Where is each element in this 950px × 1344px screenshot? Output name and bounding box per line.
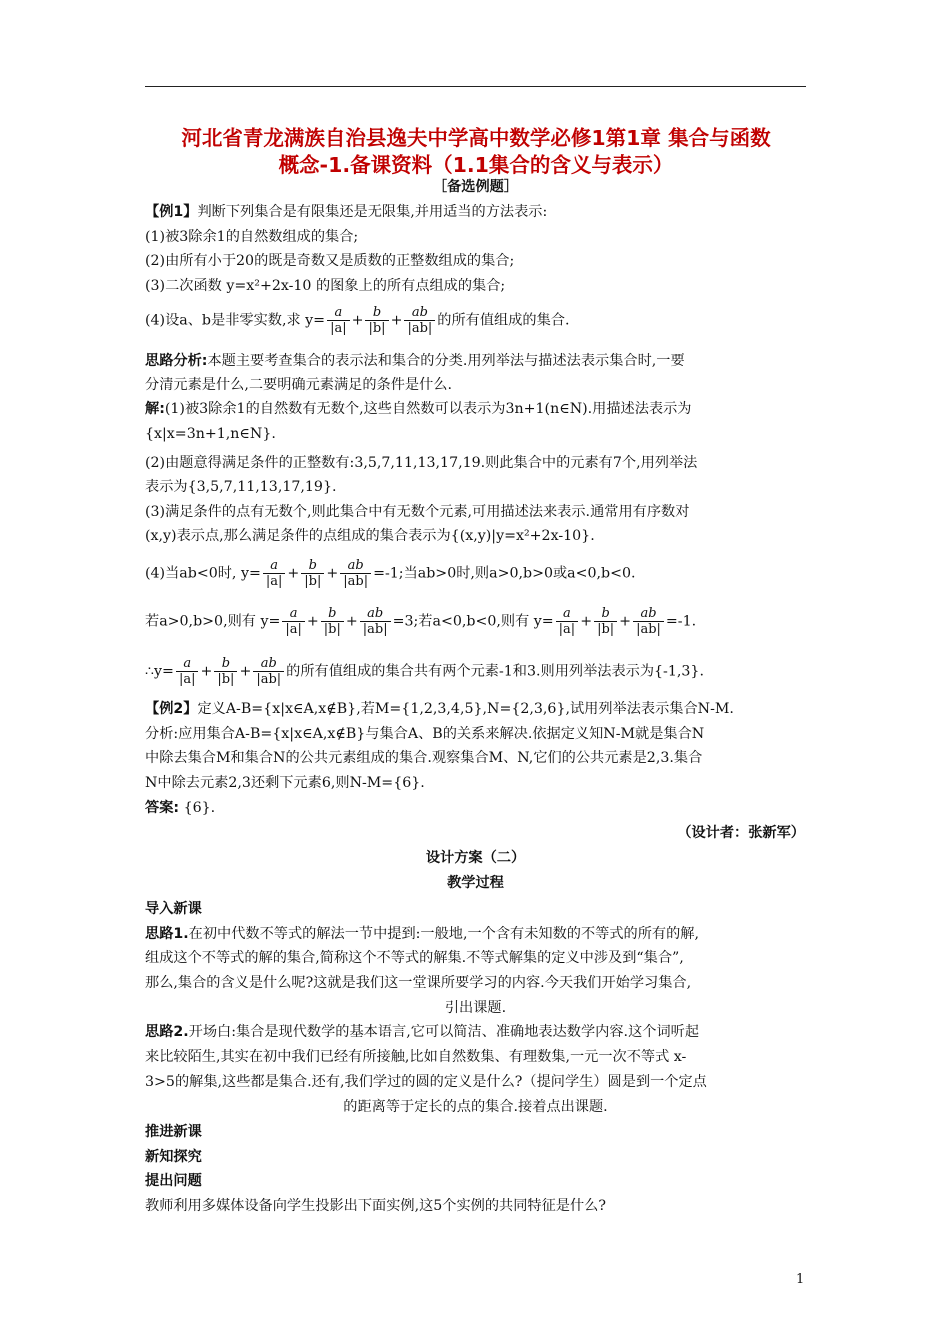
plus-sign: + xyxy=(580,613,593,630)
top-rule xyxy=(145,86,806,87)
example-2-analysis-3: N中除去元素2,3还剩下元素6,则N-M={6}. xyxy=(145,775,425,791)
part-4-prefix: (4)设a、b是非零实数,求 y= xyxy=(145,312,326,329)
fraction-ab xyxy=(253,656,284,687)
title-line-2: 概念-1.备课资料（1.1集合的含义与表示） xyxy=(278,153,674,177)
idea-1-label: 思路1. xyxy=(145,926,189,942)
answer-label: 答案: xyxy=(145,800,180,816)
conclusion-prefix: ∴y= xyxy=(145,663,174,680)
explore-text: 新知探究 xyxy=(145,1149,202,1165)
frac-num: a xyxy=(282,606,305,622)
analysis-text-1: 本题主要考查集合的表示法和集合的分类.用列举法与描述法表示集合时,一要 xyxy=(207,353,685,369)
fraction-ab xyxy=(360,606,391,637)
answer-value: {6}. xyxy=(183,800,216,816)
push-text: 推进新课 xyxy=(145,1124,202,1140)
plus-sign: + xyxy=(619,613,632,630)
frac-num: ab xyxy=(253,656,284,672)
case-5-suffix: =-1. xyxy=(665,613,697,630)
plus-sign: + xyxy=(306,613,319,630)
fraction-ab xyxy=(340,558,371,589)
example-2-statement xyxy=(145,698,734,720)
idea-2-line-1 xyxy=(145,1021,699,1043)
solution-line-1 xyxy=(145,398,692,420)
case-5-middle: =3;若a<0,b<0,则有 y= xyxy=(392,613,554,630)
plus-sign: + xyxy=(239,663,252,680)
fraction-b xyxy=(594,606,617,637)
idea-2-text-1: 开场白:集合是现代数学的基本语言,它可以简洁、准确地表达数学内容.这个词听起 xyxy=(188,1024,700,1040)
frac-num: a xyxy=(556,606,579,622)
process-text: 教学过程 xyxy=(447,875,504,891)
frac-den: |a| xyxy=(558,622,576,637)
frac-num: ab xyxy=(340,558,371,574)
solution-label: 解: xyxy=(145,401,165,417)
frac-num: a xyxy=(263,558,286,574)
conclusion-text: 的所有值组成的集合共有两个元素-1和3.则用列举法表示为{-1,3}. xyxy=(286,663,704,680)
frac-den: |b| xyxy=(217,672,235,687)
explore-heading xyxy=(145,1146,202,1168)
plus-sign: + xyxy=(351,312,364,329)
idea-1-line-3: 那么,集合的含义是什么呢?这就是我们这一堂课所要学习的内容.今天我们开始学习集合, xyxy=(145,975,692,991)
example-1-statement xyxy=(145,201,547,223)
frac-den: |a| xyxy=(285,622,302,637)
page-number: 1 xyxy=(796,1272,805,1287)
plus-sign: + xyxy=(345,613,358,630)
fraction-a xyxy=(176,656,199,687)
frac-den: |ab| xyxy=(636,622,661,637)
example-1-part-1: (1)被3除余1的自然数组成的集合; xyxy=(145,229,359,245)
plus-sign: + xyxy=(390,312,403,329)
solution-line-6: (x,y)表示点,那么满足条件的点组成的集合表示为{(x,y)|y=x²+2x-10}. xyxy=(145,528,595,544)
solution-line-9 xyxy=(145,656,704,687)
example-1-part-4 xyxy=(145,305,570,336)
question-heading xyxy=(145,1170,202,1192)
case-4-prefix: (4)当ab<0时, y= xyxy=(145,565,261,582)
solution-line-3: (2)由题意得满足条件的正整数有:3,5,7,11,13,17,19.则此集合中的元素有7个,用列举法 xyxy=(145,455,698,471)
fraction-a xyxy=(556,606,579,637)
frac-num: ab xyxy=(404,305,435,321)
frac-den: |ab| xyxy=(343,574,369,589)
fraction-b xyxy=(321,606,344,637)
frac-den: |b| xyxy=(304,574,322,589)
example-1-part-2: (2)由所有小于20的既是奇数又是质数的正整数组成的集合; xyxy=(145,253,515,269)
plan-2-heading xyxy=(145,847,806,869)
example-1-text: 判断下列集合是有限集还是无限集,并用适当的方法表示: xyxy=(197,204,548,220)
fraction-b xyxy=(365,305,388,336)
frac-den: |ab| xyxy=(362,622,388,637)
frac-num: a xyxy=(327,305,350,321)
example-2-label: 【例2】 xyxy=(145,701,198,717)
analysis-line-2: 分清元素是什么,二要明确元素满足的条件是什么. xyxy=(145,377,452,393)
example-1-label: 【例1】 xyxy=(145,204,198,220)
part-4-suffix: 的所有值组成的集合. xyxy=(437,312,570,329)
frac-num: b xyxy=(301,558,324,574)
process-heading xyxy=(145,872,806,894)
section-label xyxy=(145,176,806,198)
frac-num: b xyxy=(321,606,344,622)
final-paragraph: 教师利用多媒体设备向学生投影出下面实例,这5个实例的共同特征是什么? xyxy=(145,1198,606,1214)
example-1-part-3: (3)二次函数 y=x²+2x-10 的图象上的所有点组成的集合; xyxy=(145,278,506,294)
fraction-ab xyxy=(633,606,664,637)
fraction-b xyxy=(301,558,324,589)
frac-den: |a| xyxy=(330,321,347,336)
idea-2-line-2: 来比较陌生,其实在初中我们已经有所接触,比如自然数集、有理数集,一元一次不等式 x- xyxy=(145,1049,687,1065)
solution-line-7 xyxy=(145,558,636,589)
intro-text: 导入新课 xyxy=(145,901,202,917)
example-2-text: 定义A-B={x|x∈A,x∉B},若M={1,2,3,4,5},N={2,3,6},试用列举法表示集合N-M. xyxy=(197,701,734,717)
frac-den: |b| xyxy=(323,622,341,637)
solution-line-5: (3)满足条件的点有无数个,则此集合中有无数个元素,可用描述法来表示.通常用有序数对 xyxy=(145,504,690,520)
analysis-label: 思路分析: xyxy=(145,353,208,369)
frac-den: |a| xyxy=(265,574,283,589)
push-heading xyxy=(145,1121,202,1143)
idea-1-line-4: 引出课题. xyxy=(444,1000,507,1016)
intro-heading xyxy=(145,898,202,920)
solution-line-8 xyxy=(145,606,696,637)
frac-den: |ab| xyxy=(256,672,282,687)
idea-2-line-3: 3>5的解集,这些都是集合.还有,我们学过的圆的定义是什么?（提问学生）圆是到一个定点 xyxy=(145,1074,707,1090)
fraction-a xyxy=(327,305,350,336)
case-4-result: =-1;当ab>0时,则a>0,b>0或a<0,b<0. xyxy=(373,565,636,582)
example-2-answer xyxy=(145,797,215,819)
fraction-a xyxy=(263,558,286,589)
case-5-prefix: 若a>0,b>0,则有 y= xyxy=(145,613,281,630)
example-2-analysis-2: 中除去集合M和集合N的公共元素组成的集合.观察集合M、N,它们的公共元素是2,3.集合 xyxy=(145,750,703,766)
frac-num: a xyxy=(176,656,199,672)
designer-text: （设计者：张新军） xyxy=(677,825,805,841)
solution-line-2: {x|x=3n+1,n∈N}. xyxy=(145,426,276,442)
fraction-b xyxy=(214,656,237,687)
plus-sign: + xyxy=(287,565,300,582)
frac-num: ab xyxy=(360,606,391,622)
solution-line-4: 表示为{3,5,7,11,13,17,19}. xyxy=(145,479,337,495)
frac-num: b xyxy=(365,305,388,321)
fraction-a xyxy=(282,606,305,637)
designer-credit xyxy=(677,822,805,844)
frac-num: ab xyxy=(633,606,664,622)
section-label-text: ［备选例题］ xyxy=(432,179,519,195)
frac-den: |b| xyxy=(368,321,386,336)
plus-sign: + xyxy=(326,565,339,582)
question-text: 提出问题 xyxy=(145,1173,202,1189)
idea-1-text-1: 在初中代数不等式的解法一节中提到:一般地,一个含有未知数的不等式的所有的解, xyxy=(188,926,700,942)
idea-2-line-4: 的距离等于定长的点的集合.接着点出课题. xyxy=(343,1099,608,1115)
plan-2-text: 设计方案（二） xyxy=(425,850,526,866)
plus-sign: + xyxy=(200,663,213,680)
idea-2-label: 思路2. xyxy=(145,1024,189,1040)
analysis-line-1 xyxy=(145,350,685,372)
frac-num: b xyxy=(214,656,237,672)
idea-1-line-2: 组成这个不等式的解的集合,简称这个不等式的解集.不等式解集的定义中涉及到“集合”, xyxy=(145,950,684,966)
solution-text-1: (1)被3除余1的自然数有无数个,这些自然数可以表示为3n+1(n∈N).用描述法表示为 xyxy=(164,401,692,417)
frac-den: |a| xyxy=(178,672,196,687)
frac-num: b xyxy=(594,606,617,622)
frac-den: |b| xyxy=(597,622,615,637)
frac-den: |ab| xyxy=(407,321,433,336)
example-2-analysis-1: 分析:应用集合A-B={x|x∈A,x∉B}与集合A、B的关系来解决.依据定义知N-M就是集合N xyxy=(145,726,705,742)
fraction-ab xyxy=(404,305,435,336)
idea-1-line-1 xyxy=(145,923,699,945)
title-line-1: 河北省青龙满族自治县逸夫中学高中数学必修1第1章 集合与函数 xyxy=(181,126,771,150)
